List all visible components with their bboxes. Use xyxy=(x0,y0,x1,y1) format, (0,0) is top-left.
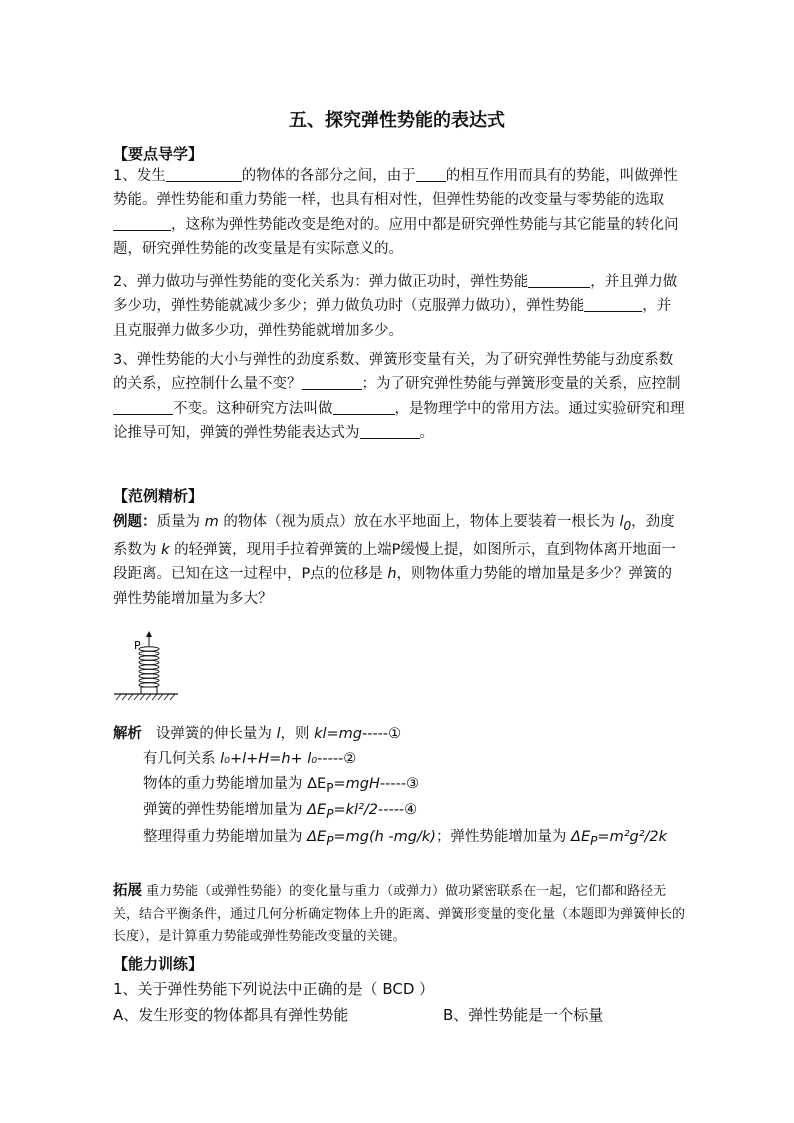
var-h: h xyxy=(387,566,397,583)
text: 整理得重力势能增加量为 xyxy=(143,829,308,845)
text: 弹簧的弹性势能增加量为 xyxy=(143,802,308,818)
paragraph-2 xyxy=(113,270,685,343)
equation-tag: -----② xyxy=(317,751,357,767)
subscript: 0 xyxy=(623,518,632,533)
solution-line-5 xyxy=(143,825,667,848)
answer-blank xyxy=(113,215,171,231)
extension-paragraph xyxy=(113,880,685,949)
answer-blank xyxy=(166,166,242,182)
text: 的轻弹簧，现用手拉着弹簧的上端P缓慢上提，如图所示，直到物体离开地面一段距离。已知在这一过程中，P点的位移是 xyxy=(113,542,676,583)
solution-line-1 xyxy=(113,722,401,743)
answer-blank xyxy=(333,399,395,415)
subscript: P xyxy=(326,780,334,795)
text: 重力势能（或弹性势能）的变化量与重力（或弹力）做功紧密联系在一起，它们都和路径无关，结合平衡条件，通过几何分析确定物体上升的距离、弹簧形变量的变化量（本题即为弹簧伸长的长度），是计算重力势能或弹性势能改变量的关键。 xyxy=(113,884,686,944)
block-mass xyxy=(141,687,157,694)
option-a: A、发生形变的物体都具有弹性势能 xyxy=(113,1006,349,1024)
solution-line-4 xyxy=(143,798,417,821)
subscript: P xyxy=(326,806,334,821)
section-heading-practice: 【能力训练】 xyxy=(113,955,204,973)
answer-blank xyxy=(113,399,173,415)
text: 不变。这种研究方法叫做 xyxy=(173,400,333,417)
section-heading-key-points: 【要点导学】 xyxy=(113,145,204,163)
text: 的相互作用而具有的势能，叫做弹性势能。弹性势能和重力势能一样，也具有相对性，但弹性势能的改变量与零势能的选取 xyxy=(113,168,678,209)
equation: ΔE xyxy=(307,802,327,818)
section-heading-examples: 【范例精析】 xyxy=(113,487,204,505)
equation-tag: -----③ xyxy=(379,776,420,792)
text: ，是物理学中的常用方法。通过实验研究和理论推导可知，弹簧的弹性势能表达式为 xyxy=(113,400,685,441)
answer-blank xyxy=(360,423,420,439)
solution-line-3 xyxy=(143,772,419,795)
page-title: 五、探究弹性势能的表达式 xyxy=(289,110,505,131)
ground-hatching xyxy=(116,694,175,700)
equation: =mgH xyxy=(333,776,380,792)
answer-blank xyxy=(416,166,446,182)
question-1: 1、关于弹性势能下列说法中正确的是（ BCD ） xyxy=(113,980,435,998)
example-label: 例题： xyxy=(113,514,157,530)
solution-label: 解析 xyxy=(113,726,142,742)
equation-tag: -----① xyxy=(361,726,402,742)
var-m: m xyxy=(204,514,219,530)
equation: ΔE xyxy=(571,829,591,845)
var-l0: l xyxy=(619,514,624,530)
text: ，劲度系数为 xyxy=(113,514,675,559)
text: ，则 xyxy=(280,726,315,742)
text: 的物体的各部分之间，由于 xyxy=(241,168,416,184)
answer-blank xyxy=(302,374,362,390)
equation: ΔE xyxy=(307,776,327,792)
paragraph-1 xyxy=(113,164,685,261)
example-problem xyxy=(113,510,685,611)
answer-blank xyxy=(584,296,642,312)
text: ；弹性势能增加量为 xyxy=(435,829,572,845)
option-b: B、弹性势能是一个标量 xyxy=(443,1006,604,1024)
text: ，并且克服弹力做多少功，弹性势能就增加多少。 xyxy=(113,298,672,339)
text: 3、弹性势能的大小与弹性的劲度系数、弹簧形变量有关，为了研究弹性势能与劲度系数的关系，应控制什么量不变？ xyxy=(113,352,674,393)
text: 物体的重力势能增加量为 xyxy=(143,776,308,792)
extension-label: 拓展 xyxy=(113,883,142,899)
text: ，并且弹力做多少功，弹性势能就减少多少；弹力做负功时（克服弹力做功），弹性势能 xyxy=(113,274,678,315)
spring-coil xyxy=(139,647,159,687)
equation: =m²g²/2k xyxy=(597,829,668,845)
text: ；为了研究弹性势能与弹簧形变量的关系，应控制 xyxy=(361,376,681,393)
text: 有几何关系 xyxy=(143,751,221,767)
up-arrow-icon xyxy=(146,631,152,637)
var-l: l xyxy=(276,726,281,742)
equation: kl=mg xyxy=(314,726,362,742)
equation: =mg(h -mg/k) xyxy=(333,829,436,845)
text: 质量为 xyxy=(156,514,205,530)
answer-blank xyxy=(528,272,590,288)
text: 设弹簧的伸长量为 xyxy=(155,726,277,742)
equation: ΔE xyxy=(307,829,327,845)
text: 。 xyxy=(419,424,434,441)
spring-diagram xyxy=(112,630,182,705)
subscript: P xyxy=(326,833,334,848)
text: ，这称为弹性势能改变是绝对的。应用中都是研究弹性势能与其它能量的转化问题，研究弹性势能的改变量是有实际意义的。 xyxy=(113,216,679,257)
equation: =kl²/2 xyxy=(333,802,378,818)
text: ，则物体重力势能的增加量是多少？弹簧的弹性势能增加量为多大？ xyxy=(113,566,673,607)
text: 的物体（视为质点）放在水平地面上，物体上要装着一根长为 xyxy=(218,514,620,530)
equation: l₀+l+H=h+ l₀ xyxy=(220,751,318,767)
subscript: P xyxy=(590,833,598,848)
paragraph-3 xyxy=(113,348,685,445)
solution-line-2 xyxy=(143,747,356,768)
point-p-label: P xyxy=(134,639,141,652)
text: 2、弹力做功与弹性势能的变化关系为：弹力做正功时，弹性势能 xyxy=(113,274,529,290)
var-k: k xyxy=(161,542,170,559)
equation-tag: -----④ xyxy=(378,802,418,818)
text: 1、发生 xyxy=(113,168,166,184)
question-1-options xyxy=(113,1004,713,1025)
